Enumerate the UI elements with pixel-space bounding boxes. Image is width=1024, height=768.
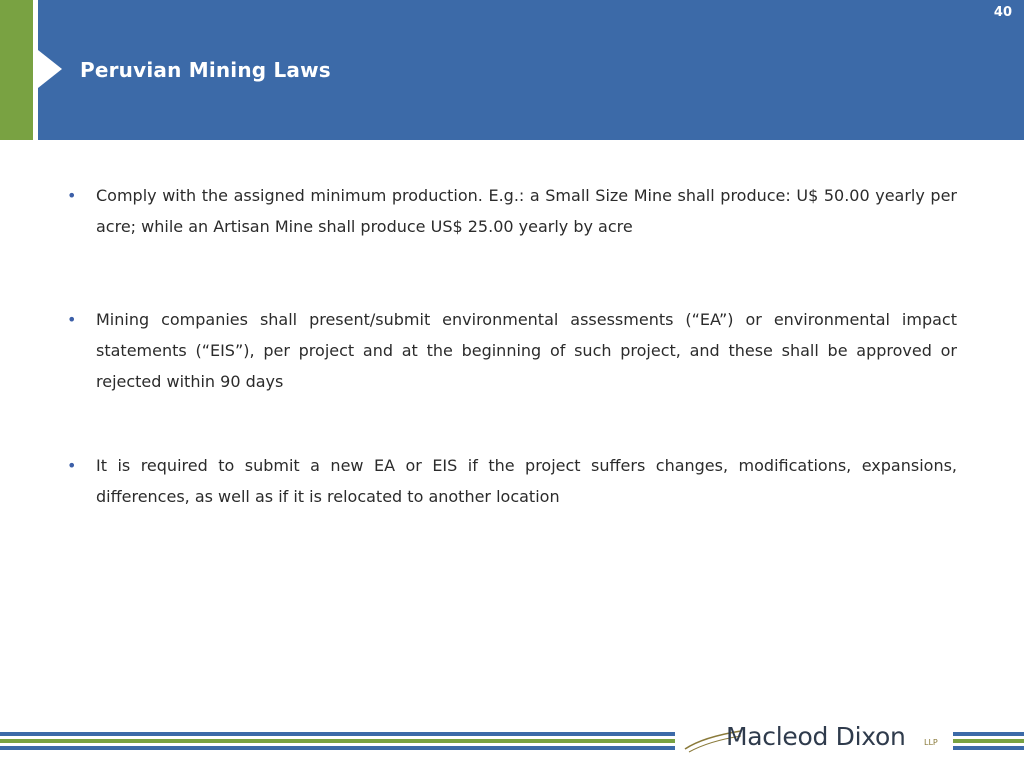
footer-line-blue-right <box>953 732 1024 736</box>
bullet-text: Comply with the assigned minimum production. E.g.: a Small Size Mine shall produce: U$ 50.00 yearly per acre; while an Artisan Mine shall produce US$ 25.00 yearly by acre <box>96 186 957 236</box>
arrow-right-icon <box>38 50 62 88</box>
bullet-icon: • <box>67 186 77 205</box>
page-number: 40 <box>993 5 1012 20</box>
bullet-text: Mining companies shall present/submit environmental assessments (“EA”) or environmental impact statements (“EIS”), per project and at the beginning of such project, and these shall be approved or rejected within 90 days <box>96 310 957 391</box>
bullet-text: It is required to submit a new EA or EIS if the project suffers changes, modifications, expansions, differences, as well as if it is relocated to another location <box>96 456 957 506</box>
list-item <box>64 304 957 397</box>
company-logo <box>683 719 953 759</box>
bullet-list <box>64 180 957 574</box>
logo-suffix: LLP <box>924 738 938 747</box>
bullet-icon: • <box>67 310 77 329</box>
list-item <box>64 450 957 512</box>
footer-line-blue-right-2 <box>953 746 1024 750</box>
logo-name: Macleod Dixon <box>726 722 906 751</box>
footer-line-green-left <box>0 739 675 743</box>
bullet-icon: • <box>67 456 77 475</box>
list-item <box>64 180 957 242</box>
footer-line-blue-left <box>0 732 675 736</box>
footer-line-blue-left-2 <box>0 746 675 750</box>
header-green-bar <box>0 0 33 140</box>
page-title: Peruvian Mining Laws <box>80 58 331 82</box>
slide-header <box>0 0 1024 140</box>
footer-line-green-right <box>953 739 1024 743</box>
